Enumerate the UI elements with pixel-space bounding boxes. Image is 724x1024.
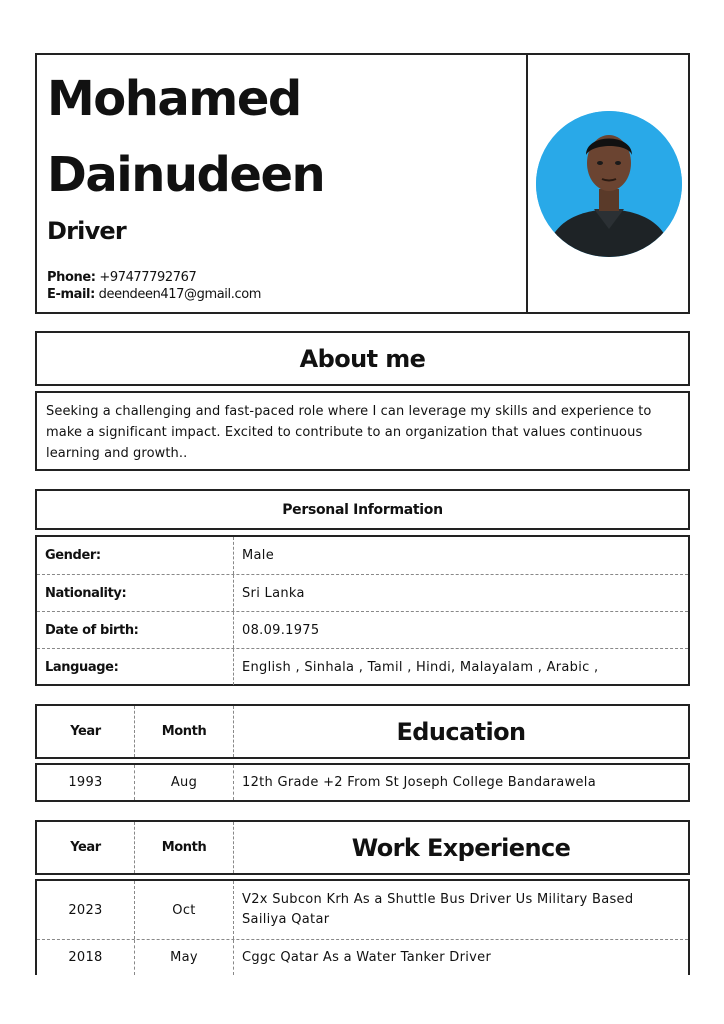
work-year: 2023	[68, 902, 103, 918]
table-row	[37, 939, 688, 975]
header-divider	[526, 55, 528, 312]
work-entry: V2x Subcon Krh As a Shuttle Bus Driver Us Military Based Sailiya Qatar	[233, 881, 688, 939]
table-row	[37, 881, 688, 939]
last-name: Dainudeen	[47, 147, 325, 203]
education-table	[35, 763, 690, 802]
dob-label: Date of birth:	[45, 622, 139, 638]
nationality-label: Nationality:	[45, 585, 127, 601]
year-column-header: Year	[70, 840, 101, 855]
dob-value: 08.09.1975	[233, 612, 688, 648]
language-value: English , Sinhala , Tamil , Hindi, Malayalam , Arabic ,	[233, 649, 688, 685]
about-title: About me	[35, 331, 690, 386]
month-column-header: Month	[134, 706, 233, 757]
work-header	[35, 820, 690, 875]
profile-photo	[536, 111, 682, 257]
month-column-header: Month	[134, 822, 233, 873]
table-row	[37, 611, 688, 648]
work-month: Oct	[134, 881, 233, 939]
table-row	[37, 537, 688, 574]
work-month: May	[134, 940, 233, 975]
year-column-header: Year	[70, 724, 101, 739]
education-month: Aug	[134, 765, 233, 800]
person-portrait-icon	[536, 111, 682, 257]
header-row	[37, 822, 688, 873]
work-experience-title: Work Experience	[233, 822, 688, 873]
job-title: Driver	[47, 217, 126, 245]
education-entry: 12th Grade +2 From St Joseph College Bandarawela	[233, 765, 688, 800]
gender-label: Gender:	[45, 548, 101, 563]
education-header	[35, 704, 690, 759]
table-row	[37, 648, 688, 685]
first-name: Mohamed	[47, 71, 301, 127]
education-year: 1993	[68, 775, 103, 790]
email-label: E-mail:	[47, 287, 95, 302]
gender-value: Male	[233, 537, 688, 574]
header-row	[37, 706, 688, 757]
phone-label: Phone:	[47, 270, 96, 285]
email-value: deendeen417@gmail.com	[98, 287, 262, 302]
work-entry: Cggc Qatar As a Water Tanker Driver	[233, 940, 688, 975]
work-experience-table	[35, 879, 690, 975]
language-label: Language:	[45, 659, 119, 675]
email-row	[47, 287, 261, 302]
table-row	[37, 765, 688, 800]
education-title: Education	[233, 706, 688, 757]
about-text: Seeking a challenging and fast-paced role where I can leverage my skills and experience to make a significant impact. Excited to contribute to an organization that values continuous learning and growth..	[35, 391, 690, 471]
personal-info-title: Personal Information	[35, 489, 690, 530]
work-year: 2018	[68, 950, 103, 965]
nationality-value: Sri Lanka	[233, 575, 688, 611]
phone-row	[47, 270, 196, 285]
table-row	[37, 574, 688, 611]
phone-value: +97477792767	[99, 270, 197, 285]
resume-header	[35, 53, 690, 314]
personal-info-table	[35, 535, 690, 686]
